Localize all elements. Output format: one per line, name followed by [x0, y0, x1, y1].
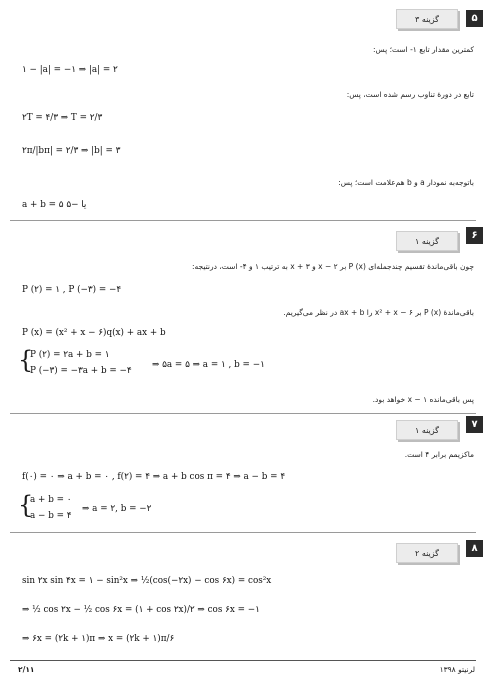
question-number-badge: ۶	[466, 227, 483, 244]
question-number-badge: ۷	[466, 416, 483, 433]
formula-line: sin ۲x sin ۴x = ۱ − sin²x ⇒ ½(cos(−۲x) − cos ۶x) = cos²x	[22, 576, 272, 586]
text-line: پس باقی‌مانده x − ۱ خواهد بود.	[372, 395, 474, 404]
formula-line: ⇒ ۶x = (۲k + ۱)π ⇒ x = (۲k + ۱)π/۶	[22, 634, 175, 644]
text-line: ماکزیمم برابر ۴ است.	[404, 450, 474, 459]
formula-line: ۲T = ۴/۳ ⇒ T = ۲/۳	[22, 113, 103, 123]
formula-line: P (۲) = ۲a + b = ۱	[30, 350, 110, 360]
formula-line: a + b = ۵ یا −۵	[22, 200, 87, 210]
formula-line: ۲π/|bπ| = ۲/۳ ⇒ |b| = ۳	[22, 146, 121, 156]
formula-line: a + b = ۰	[30, 495, 72, 505]
formula-line: a − b = ۴	[30, 511, 72, 521]
answer-option-box: گزینه ۱	[396, 420, 458, 440]
system-brace: {	[18, 491, 34, 519]
text-line: تابع در دورهٔ تناوب رسم شده است، پس:	[346, 90, 474, 99]
section-divider	[10, 413, 476, 414]
text-line: کمترین مقدار تابع ۱- است؛ پس:	[373, 45, 474, 54]
answer-option-box: گزینه ۱	[396, 231, 458, 251]
formula-line: ۱ − |a| = −۱ ⇒ |a| = ۲	[22, 65, 118, 75]
footer-brand: لرنیتو ۱۳۹۸	[439, 665, 475, 674]
formula-line: ⇒ a = ۲, b = −۲	[82, 504, 152, 514]
formula-line: f(۰) = ۰ ⇒ a + b = ۰ , f(۲) = ۴ ⇒ a + b cos π = ۴ ⇒ a − b = ۴	[22, 472, 286, 482]
footer-rule	[10, 660, 476, 661]
text-line: باتوجه‌به نمودار a و b هم‌علامت است؛ پس:	[338, 178, 474, 187]
section-divider	[10, 532, 476, 533]
answer-option-box: گزینه ۲	[396, 543, 458, 563]
text-line: باقی‌ماندهٔ P (x) بر x² + x − ۶ را ax + b در نظر می‌گیریم.	[283, 308, 474, 317]
text-line: چون باقی‌ماندهٔ تقسیم چندجمله‌ای P (x) بر x − ۲ و x + ۳ به ترتیب ۱ و ۴- است، درنتیجه:	[191, 262, 474, 271]
formula-line: P (−۳) = −۳a + b = −۴	[30, 366, 132, 376]
question-number-badge: ۵	[466, 10, 483, 27]
system-brace: {	[18, 346, 34, 374]
question-number-badge: ۸	[466, 540, 483, 557]
section-divider	[10, 220, 476, 221]
answer-option-box: گزینه ۳	[396, 9, 458, 29]
formula-line: P (۲) = ۱ , P (−۳) = −۴	[22, 285, 122, 295]
formula-line: P (x) = (x² + x − ۶)q(x) + ax + b	[22, 328, 166, 338]
formula-line: ⇒ ۵a = ۵ ⇒ a = ۱ , b = −۱	[152, 360, 265, 370]
page-number: ۲/۱۱	[18, 665, 35, 674]
formula-line: ⇒ ½ cos ۲x − ½ cos ۶x = (۱ + cos ۲x)/۲ ⇒ cos ۶x = −۱	[22, 605, 260, 615]
